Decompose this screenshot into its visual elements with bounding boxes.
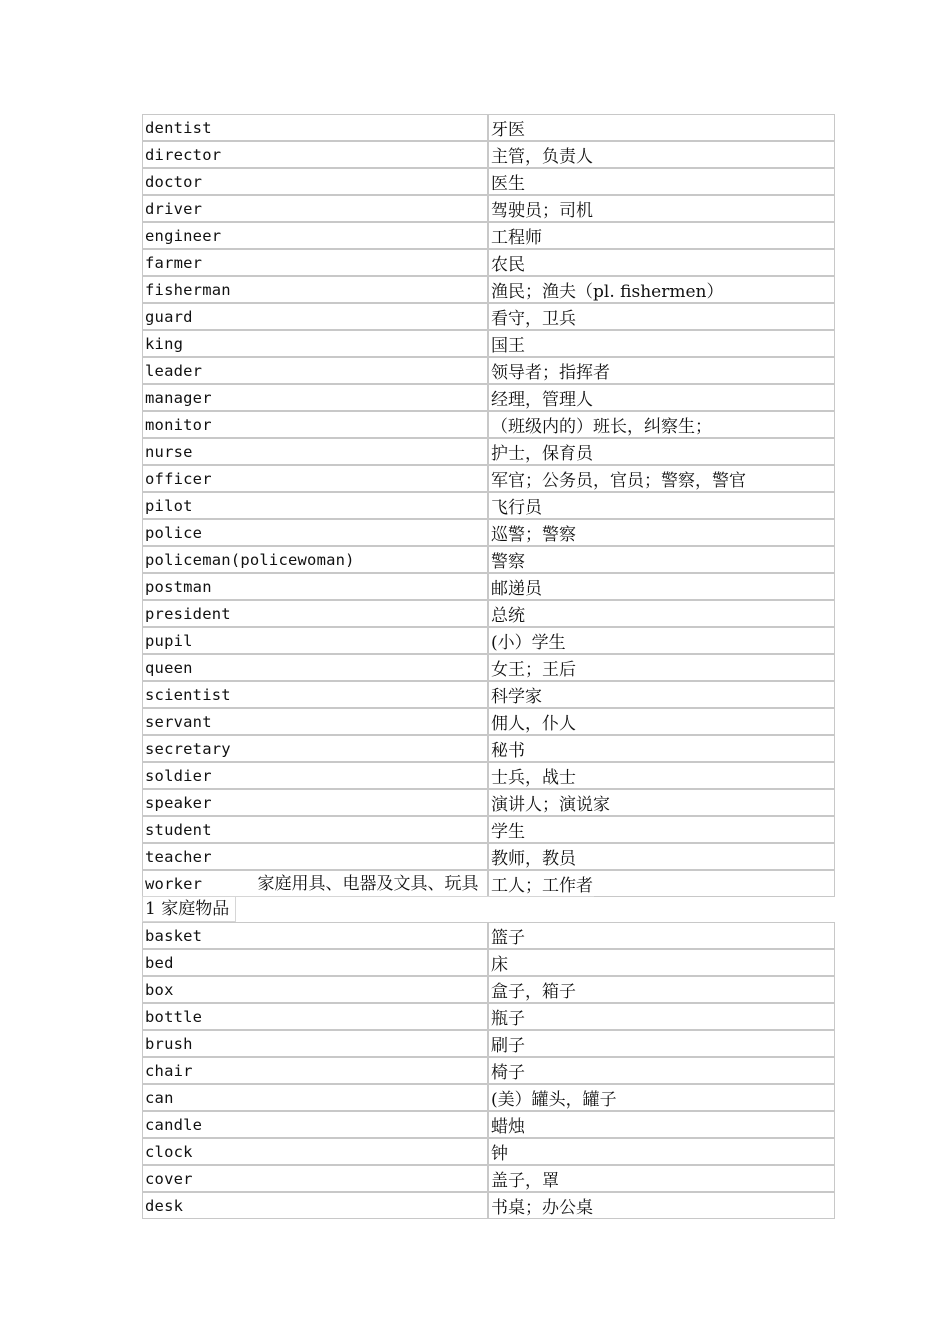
table-row — [142, 411, 835, 438]
table-row — [142, 168, 835, 195]
chinese-meaning-cell: 椅子 — [488, 1057, 835, 1084]
english-word-cell: scientist — [142, 681, 488, 708]
english-word-cell: secretary — [142, 735, 488, 762]
english-word-cell: teacher — [142, 843, 488, 870]
chinese-meaning-cell: 看守，卫兵 — [488, 303, 835, 330]
table-row — [142, 384, 835, 411]
table-row — [142, 519, 835, 546]
chinese-meaning-cell: 科学家 — [488, 681, 835, 708]
table-row — [142, 949, 835, 976]
english-word-cell: speaker — [142, 789, 488, 816]
english-word-cell: candle — [142, 1111, 488, 1138]
english-word-cell: policeman(policewoman) — [142, 546, 488, 573]
chinese-meaning-cell: 演讲人；演说家 — [488, 789, 835, 816]
english-word-cell: fisherman — [142, 276, 488, 303]
chinese-meaning-cell: (小）学生 — [488, 627, 835, 654]
table-row — [142, 922, 835, 949]
english-word-cell: queen — [142, 654, 488, 681]
english-word-cell: soldier — [142, 762, 488, 789]
english-word-cell: pilot — [142, 492, 488, 519]
chinese-meaning-cell: 秘书 — [488, 735, 835, 762]
chinese-meaning-cell: 医生 — [488, 168, 835, 195]
english-word-cell: servant — [142, 708, 488, 735]
english-word-cell: cover — [142, 1165, 488, 1192]
chinese-meaning-cell: 护士，保育员 — [488, 438, 835, 465]
table-row — [142, 1165, 835, 1192]
subsection-title: 1 家庭物品 — [142, 897, 236, 922]
table-row — [142, 735, 835, 762]
table-row — [142, 843, 835, 870]
table-row — [142, 600, 835, 627]
table-row — [142, 708, 835, 735]
english-word-cell: director — [142, 141, 488, 168]
table-row — [142, 438, 835, 465]
table-row — [142, 465, 835, 492]
occupations-vocab-table — [142, 114, 835, 897]
chinese-meaning-cell: 蜡烛 — [488, 1111, 835, 1138]
english-word-cell: officer — [142, 465, 488, 492]
chinese-meaning-cell: 床 — [488, 949, 835, 976]
english-word-cell: box — [142, 976, 488, 1003]
table-row — [142, 1030, 835, 1057]
chinese-meaning-cell: 警察 — [488, 546, 835, 573]
household-vocab-table — [142, 922, 835, 1219]
chinese-meaning-cell: 篮子 — [488, 922, 835, 949]
english-word-cell: monitor — [142, 411, 488, 438]
chinese-meaning-cell: 军官；公务员，官员；警察，警官 — [488, 465, 835, 492]
english-word-cell: president — [142, 600, 488, 627]
english-word-cell: brush — [142, 1030, 488, 1057]
chinese-meaning-cell: 钟 — [488, 1138, 835, 1165]
table-row — [142, 1084, 835, 1111]
chinese-meaning-cell: 工程师 — [488, 222, 835, 249]
table-row — [142, 330, 835, 357]
chinese-meaning-cell: 主管，负责人 — [488, 141, 835, 168]
table-row — [142, 222, 835, 249]
table-row — [142, 195, 835, 222]
english-word-cell: can — [142, 1084, 488, 1111]
english-word-cell: clock — [142, 1138, 488, 1165]
table-row — [142, 816, 835, 843]
table-row — [142, 1057, 835, 1084]
table-row — [142, 303, 835, 330]
chinese-meaning-cell: 学生 — [488, 816, 835, 843]
english-word-cell: guard — [142, 303, 488, 330]
table-row — [142, 762, 835, 789]
chinese-meaning-cell: 教师，教员 — [488, 843, 835, 870]
table-row — [142, 681, 835, 708]
english-word-cell: bottle — [142, 1003, 488, 1030]
chinese-meaning-cell: 盒子，箱子 — [488, 976, 835, 1003]
table-row — [142, 492, 835, 519]
chinese-meaning-cell: 总统 — [488, 600, 835, 627]
chinese-meaning-cell: 经理，管理人 — [488, 384, 835, 411]
english-word-cell: king — [142, 330, 488, 357]
chinese-meaning-cell: 国王 — [488, 330, 835, 357]
chinese-meaning-cell: 农民 — [488, 249, 835, 276]
table-row — [142, 546, 835, 573]
table-row — [142, 1138, 835, 1165]
chinese-meaning-cell: （班级内的）班长，纠察生； — [488, 411, 835, 438]
english-word-cell: bed — [142, 949, 488, 976]
table-row — [142, 627, 835, 654]
chinese-meaning-cell: 佣人，仆人 — [488, 708, 835, 735]
chinese-meaning-cell: 女王；王后 — [488, 654, 835, 681]
chinese-meaning-cell: 刷子 — [488, 1030, 835, 1057]
english-word-cell: driver — [142, 195, 488, 222]
english-word-cell: farmer — [142, 249, 488, 276]
english-word-cell: engineer — [142, 222, 488, 249]
chinese-meaning-cell: 渔民；渔夫（pl. fishermen） — [488, 276, 835, 303]
chinese-meaning-cell: 士兵，战士 — [488, 762, 835, 789]
table-row — [142, 1192, 835, 1219]
chinese-meaning-cell: 驾驶员；司机 — [488, 195, 835, 222]
table-row — [142, 789, 835, 816]
table-row — [142, 249, 835, 276]
table-row — [142, 1003, 835, 1030]
table-row — [142, 276, 835, 303]
chinese-meaning-cell: 瓶子 — [488, 1003, 835, 1030]
table-row — [142, 976, 835, 1003]
chinese-meaning-cell: 巡警；警察 — [488, 519, 835, 546]
chinese-meaning-cell: 领导者；指挥者 — [488, 357, 835, 384]
table-row — [142, 1111, 835, 1138]
english-word-cell: manager — [142, 384, 488, 411]
english-word-cell: pupil — [142, 627, 488, 654]
chinese-meaning-cell: 工人；工作者 — [488, 870, 835, 897]
chinese-meaning-cell: 牙医 — [488, 114, 835, 141]
english-word-cell: worker — [142, 870, 488, 897]
table-row — [142, 573, 835, 600]
chinese-meaning-cell: (美）罐头，罐子 — [488, 1084, 835, 1111]
english-word-cell: nurse — [142, 438, 488, 465]
chinese-meaning-cell: 飞行员 — [488, 492, 835, 519]
section-title: 家庭用具、电器及文具、玩具 — [142, 872, 594, 897]
table-row — [142, 357, 835, 384]
table-row — [142, 114, 835, 141]
english-word-cell: dentist — [142, 114, 488, 141]
english-word-cell: chair — [142, 1057, 488, 1084]
chinese-meaning-cell: 书桌；办公桌 — [488, 1192, 835, 1219]
english-word-cell: student — [142, 816, 488, 843]
table-row — [142, 141, 835, 168]
english-word-cell: doctor — [142, 168, 488, 195]
chinese-meaning-cell: 盖子，罩 — [488, 1165, 835, 1192]
table-row — [142, 654, 835, 681]
chinese-meaning-cell: 邮递员 — [488, 573, 835, 600]
english-word-cell: leader — [142, 357, 488, 384]
english-word-cell: police — [142, 519, 488, 546]
english-word-cell: desk — [142, 1192, 488, 1219]
english-word-cell: postman — [142, 573, 488, 600]
english-word-cell: basket — [142, 922, 488, 949]
